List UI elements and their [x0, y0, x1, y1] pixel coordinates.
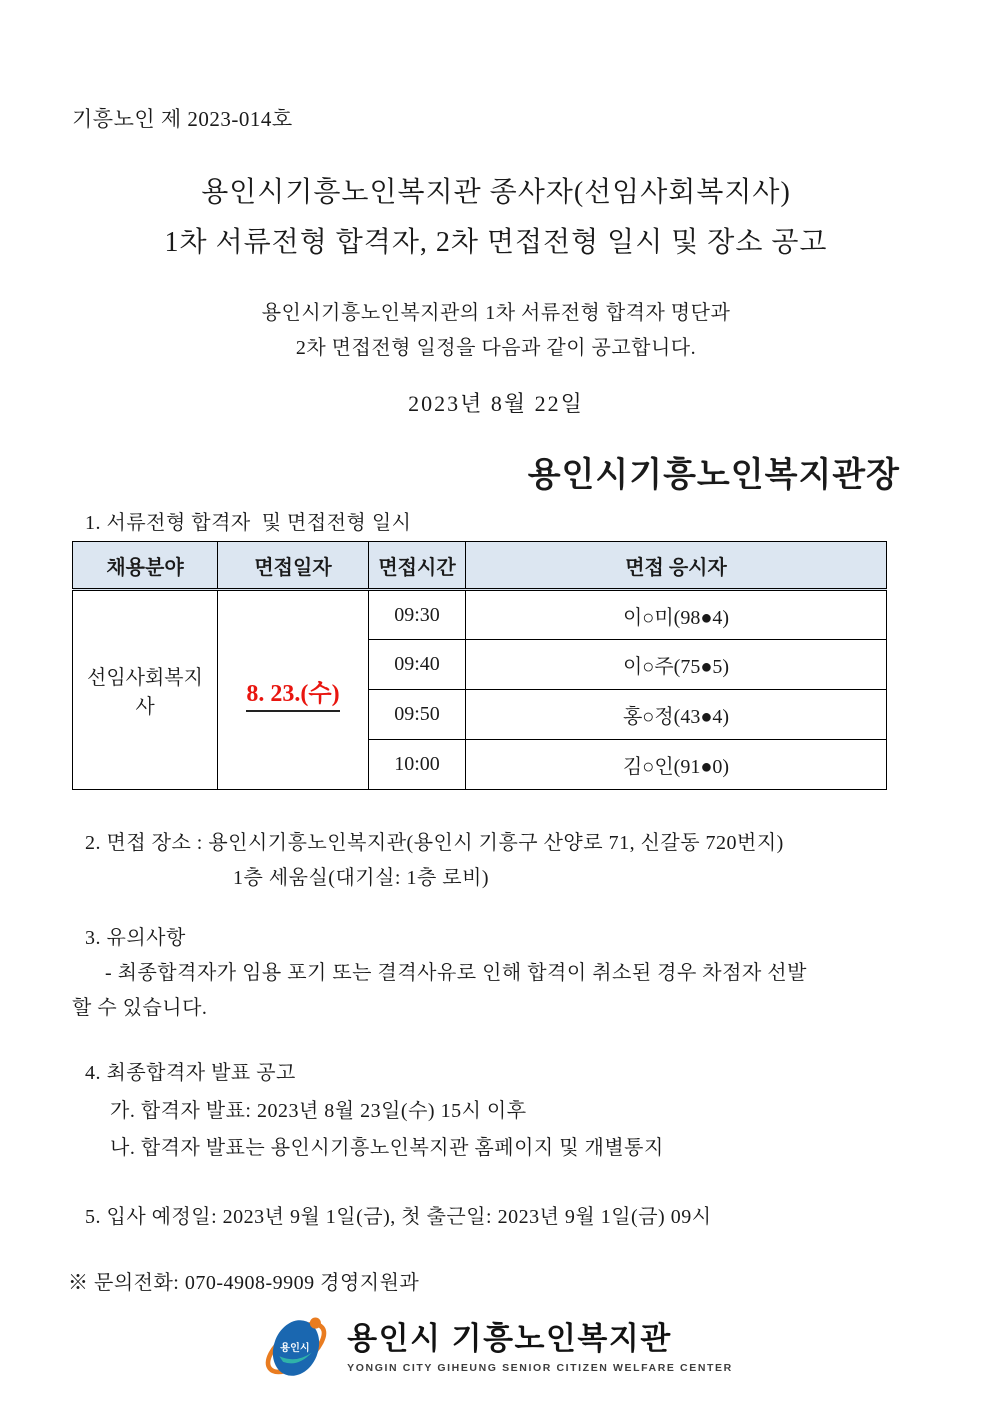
section-4-line-2: 가. 합격자 발표: 2023년 8월 23일(수) 15시 이후: [110, 1100, 527, 1122]
section-3-line-3: 할 수 있습니다.: [72, 997, 208, 1019]
signature: 용인시기흥노인복지관장: [527, 457, 900, 494]
section-5-line-1: 5. 입사 예정일: 2023년 9월 1일(금), 첫 출근일: 2023년 9월 1일(금) 09시: [85, 1206, 712, 1228]
header-interview-time: 면접시간: [369, 542, 466, 590]
page-title-line-1: 용인시기흥노인복지관 종사자(선임사회복지사): [201, 177, 791, 208]
section-3-line-2: - 최종합격자가 임용 포기 또는 결격사유로 인해 합격이 취소된 경우 차점자 선발: [105, 962, 807, 984]
time-cell: 09:30: [369, 590, 466, 640]
header-recruit-field: 채용분야: [73, 542, 218, 590]
subtitle-line-2: 2차 면접전형 일정을 다음과 같이 공고합니다.: [295, 337, 697, 359]
table-row: [73, 590, 887, 640]
logo-subtitle: YONGIN CITY GIHEUNG SENIOR CITIZEN WELFARE CENTER: [347, 1361, 733, 1374]
section-3-heading: 3. 유의사항: [85, 927, 186, 949]
section-4-heading: 4. 최종합격자 발표 공고: [85, 1062, 296, 1084]
applicant-cell: 홍○정(43●4): [466, 690, 887, 740]
logo-mark-text: 용인시: [280, 1342, 310, 1354]
logo-title: 용인시 기흥노인복지관: [347, 1321, 672, 1357]
footer-logo: [0, 1312, 992, 1384]
position-cell: 선임사회복지사: [73, 590, 218, 790]
table-header-row: [73, 542, 887, 590]
interview-date-value: 8. 23.(수): [246, 681, 339, 712]
applicant-cell: 이○미(98●4): [466, 590, 887, 640]
contact-line: ※ 문의전화: 070-4908-9909 경영지원과: [68, 1272, 420, 1294]
applicant-cell: 김○인(91●0): [466, 740, 887, 790]
time-cell: 09:40: [369, 640, 466, 690]
doc-number: 기흥노인 제 2023-014호: [72, 107, 293, 131]
time-cell: 10:00: [369, 740, 466, 790]
section-2-line-2: 1층 세움실(대기실: 1층 로비): [233, 867, 490, 889]
interview-schedule-table: [72, 541, 887, 790]
interview-date-cell: [218, 590, 369, 790]
section-1-heading: 1. 서류전형 합격자 및 면접전형 일시: [85, 512, 412, 534]
time-cell: 09:50: [369, 690, 466, 740]
yongin-city-logo-icon: [259, 1312, 333, 1384]
footer-logo-text: [347, 1322, 733, 1373]
section-2-line-1: 2. 면접 장소 : 용인시기흥노인복지관(용인시 기흥구 산양로 71, 신갈동 720번지): [85, 832, 784, 854]
page-title-line-2: 1차 서류전형 합격자, 2차 면접전형 일시 및 장소 공고: [164, 227, 828, 258]
applicant-cell: 이○주(75●5): [466, 640, 887, 690]
section-4-line-3: 나. 합격자 발표는 용인시기흥노인복지관 홈페이지 및 개별통지: [110, 1137, 664, 1159]
subtitle-line-1: 용인시기흥노인복지관의 1차 서류전형 합격자 명단과: [261, 302, 731, 324]
announcement-date: 2023년 8월 22일: [408, 391, 584, 416]
header-applicant: 면접 응시자: [466, 542, 887, 590]
header-interview-date: 면접일자: [218, 542, 369, 590]
